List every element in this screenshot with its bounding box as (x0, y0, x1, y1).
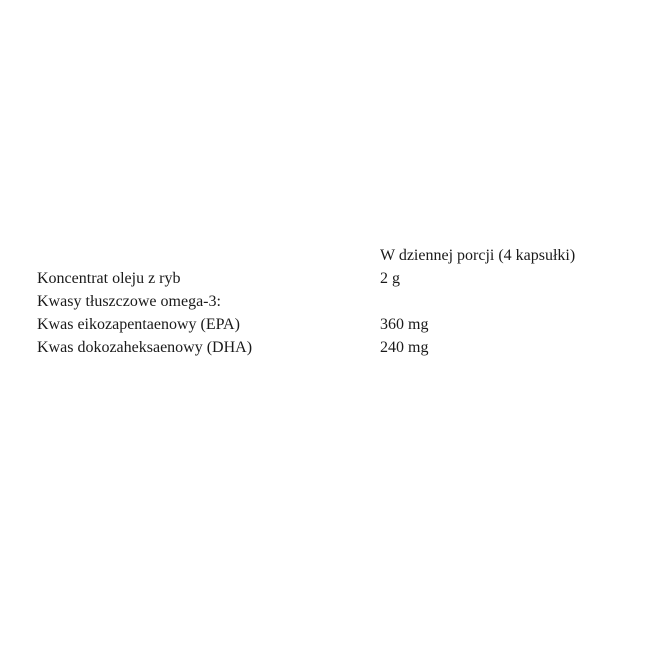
ingredient-name: Koncentrat oleju z ryb (37, 270, 181, 287)
header-name-cell (37, 244, 380, 267)
header-serving-cell: W dziennej porcji (4 kapsułki) (380, 247, 576, 264)
ingredient-amount: 240 mg (380, 339, 429, 356)
ingredient-name: Kwas eikozapentaenowy (EPA) (37, 316, 240, 333)
nutrition-table (37, 244, 610, 359)
ingredient-name: Kwas dokozaheksaenowy (DHA) (37, 339, 253, 356)
ingredient-name: Kwasy tłuszczowe omega-3: (37, 293, 221, 310)
table-row (37, 267, 610, 290)
ingredient-amount: 2 g (380, 270, 400, 287)
table-row (37, 336, 610, 359)
ingredient-amount (380, 290, 610, 313)
table-row (37, 290, 610, 313)
ingredient-amount: 360 mg (380, 316, 429, 333)
table-header-row (37, 244, 610, 267)
table-row (37, 313, 610, 336)
